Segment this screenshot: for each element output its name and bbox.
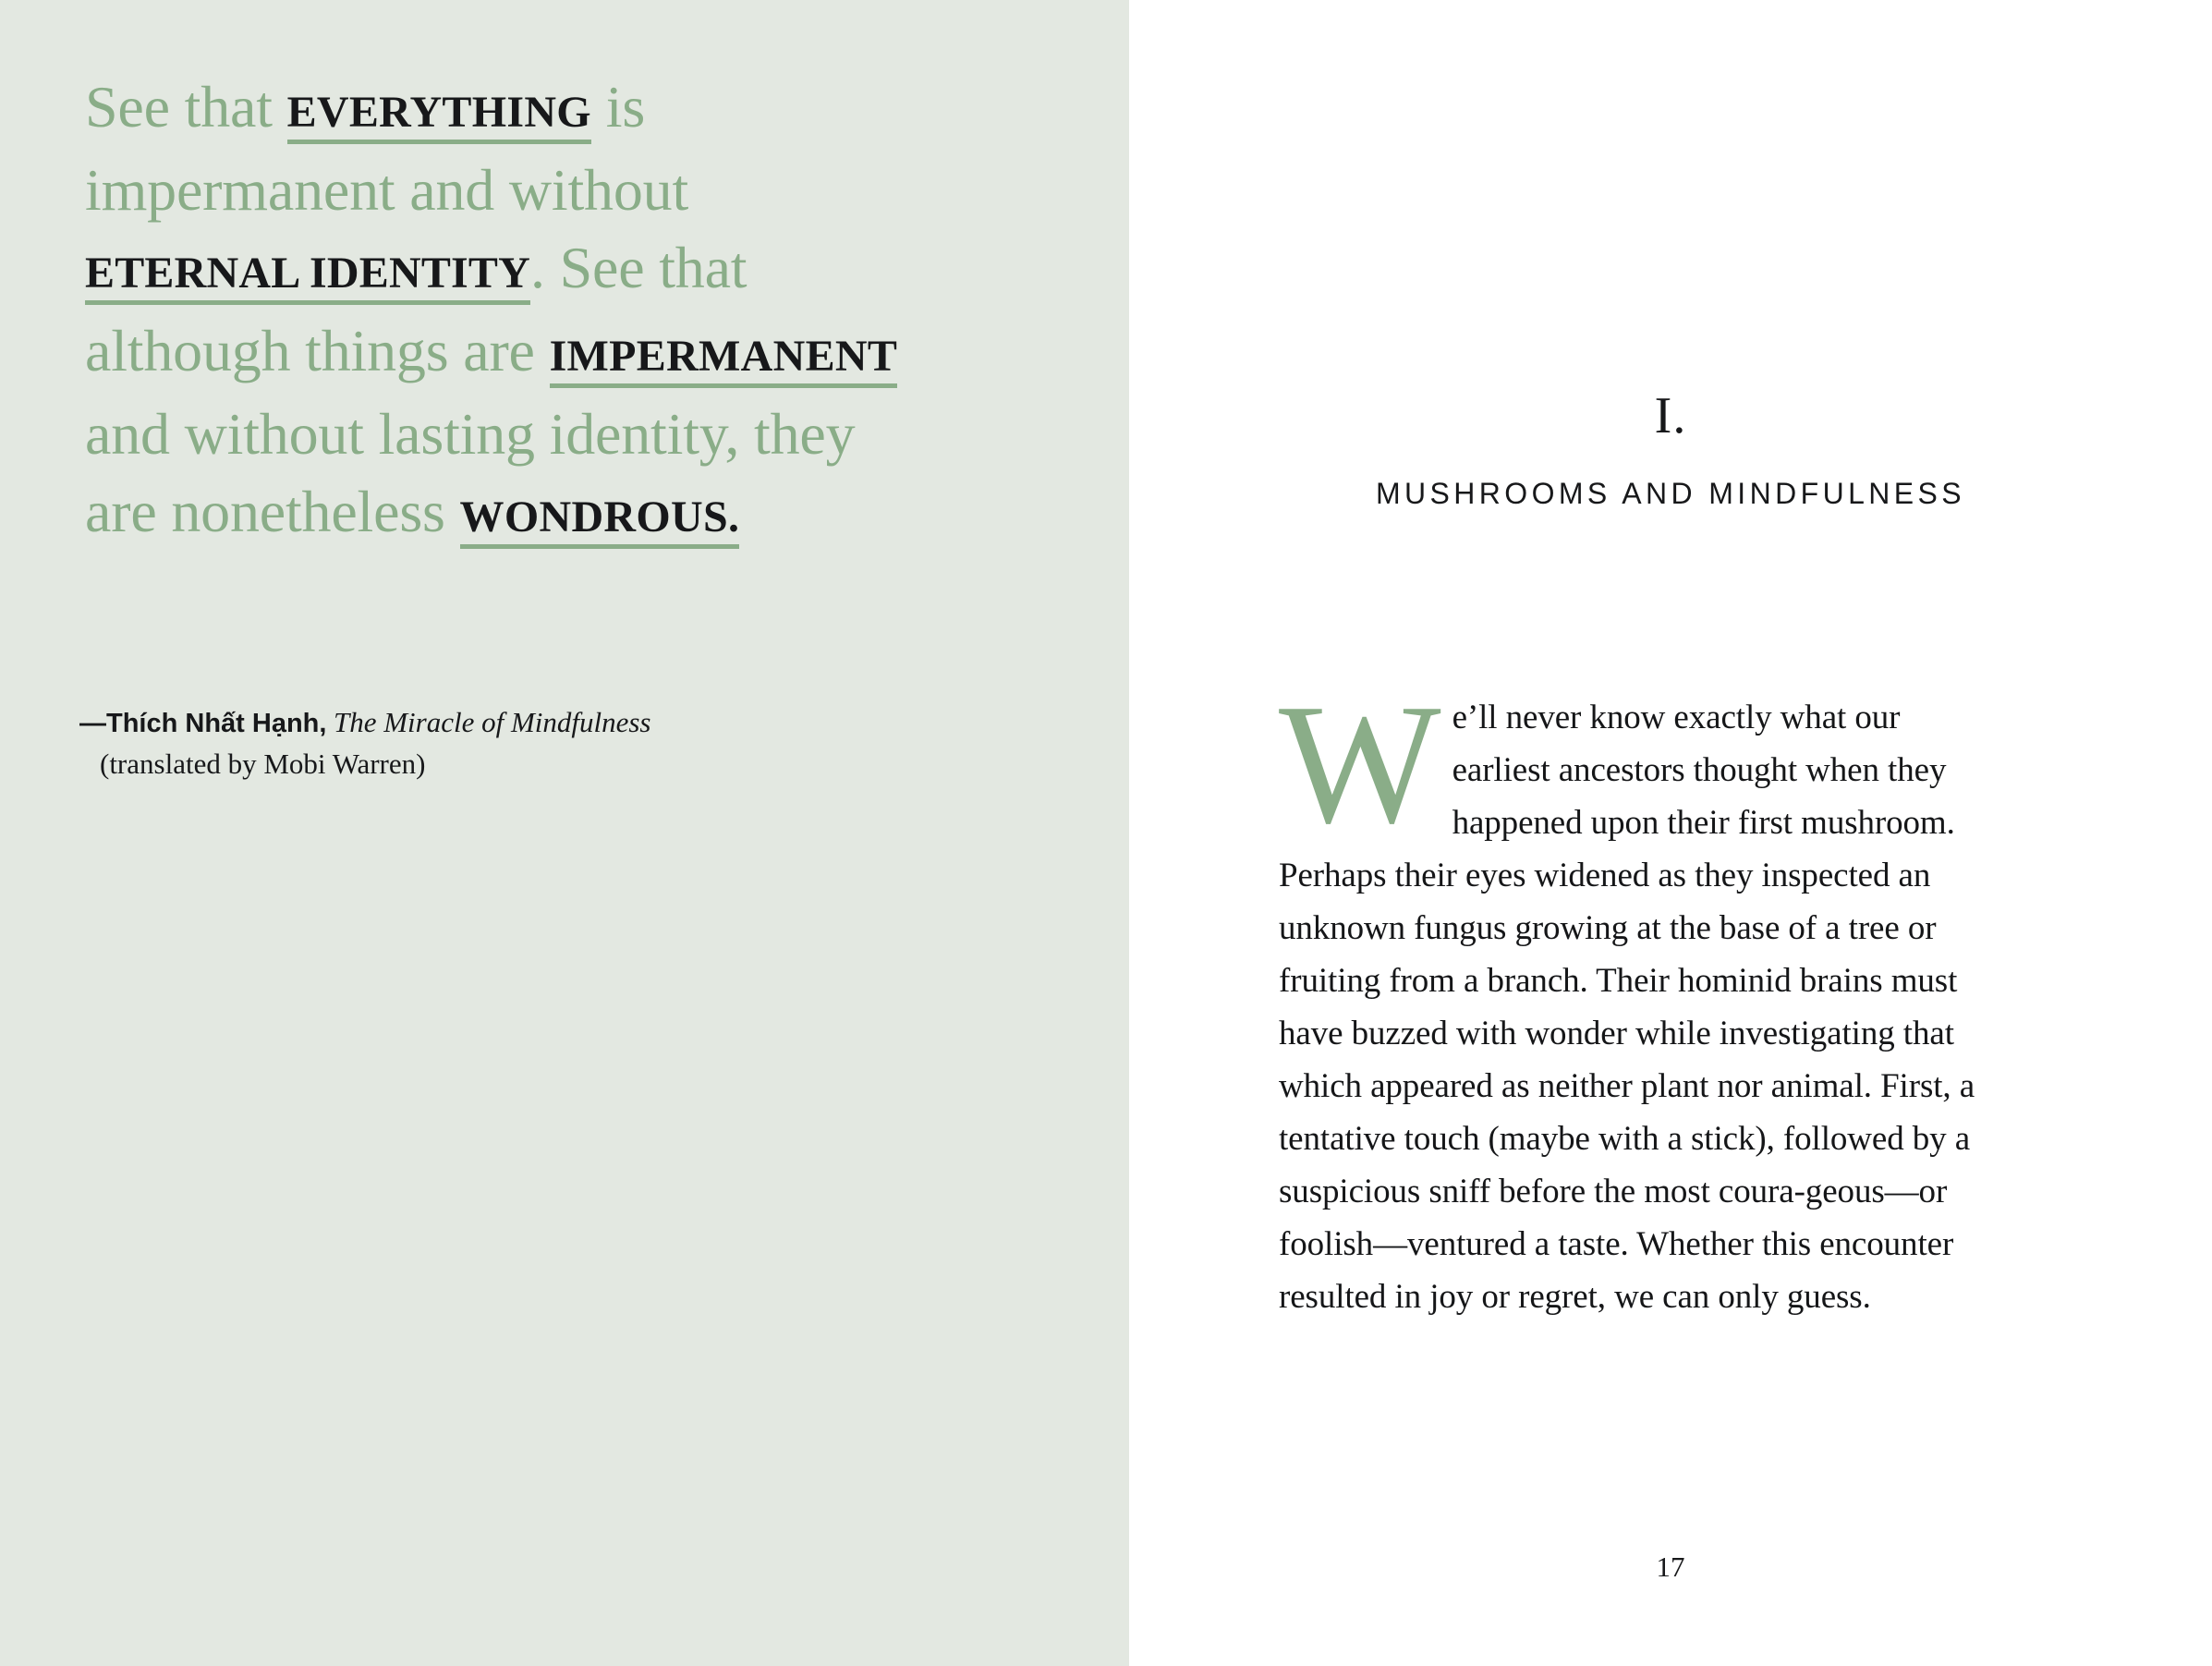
attribution-line-author (79, 702, 911, 744)
quote-segment-4: although things are (85, 318, 535, 383)
chapter-numeral: I. (1654, 387, 1687, 444)
quote-attribution (79, 702, 911, 784)
chapter-title: MUSHROOMS AND MINDFULNESS (1375, 477, 1966, 510)
quote-segment-3-tail: . See that (530, 235, 747, 300)
quote-segment-1-tail: is (590, 74, 646, 140)
quote-segment-7-lead: nonetheless (171, 479, 460, 544)
body-column (1279, 669, 1992, 1323)
quote-emphasis-impermanent: IMPERMANENT (550, 332, 898, 388)
right-page (1129, 0, 2212, 1666)
quote-text (85, 68, 898, 556)
attribution-author: —Thích Nhất Hạnh, (79, 709, 327, 738)
quote-emphasis-everything: EVERYTHING (287, 88, 591, 144)
attribution-translator: (translated by Mobi Warren) (100, 748, 426, 780)
quote-segment-5-tail: and without (85, 401, 364, 467)
quote-segment-lead: See that (85, 74, 287, 140)
attribution-work-title: The Miracle of Mindfulness (333, 706, 651, 738)
chapter-header (1129, 388, 2212, 511)
pull-quote (85, 68, 898, 556)
drop-cap: W (1279, 669, 1441, 859)
body-paragraph: e’ll never know exactly what our earliest ancestors thought when they happened upon their first mushroom. Perhaps their eyes widened as they inspected an unknown fungus growing at the base of a tree or fruiting from a branch. Their hominid brains must have buzzed with wonder while investigating that which appeared as neither plant nor animal. First, a tentative touch (maybe with a stick), followed by a suspicious sniff before the most coura-geous—or foolish—ventured a taste. Whether this encounter resulted in joy or regret, we can only guess. (1279, 699, 1975, 1316)
quote-segment-2: impermanent and without (85, 157, 689, 223)
quote-segment-6: lasting identity, they are (85, 401, 856, 544)
quote-emphasis-eternal-identity: ETERNAL IDENTITY (85, 249, 530, 305)
page-number: 17 (1656, 1550, 1685, 1583)
quote-emphasis-wondrous: WONDROUS. (460, 493, 740, 549)
